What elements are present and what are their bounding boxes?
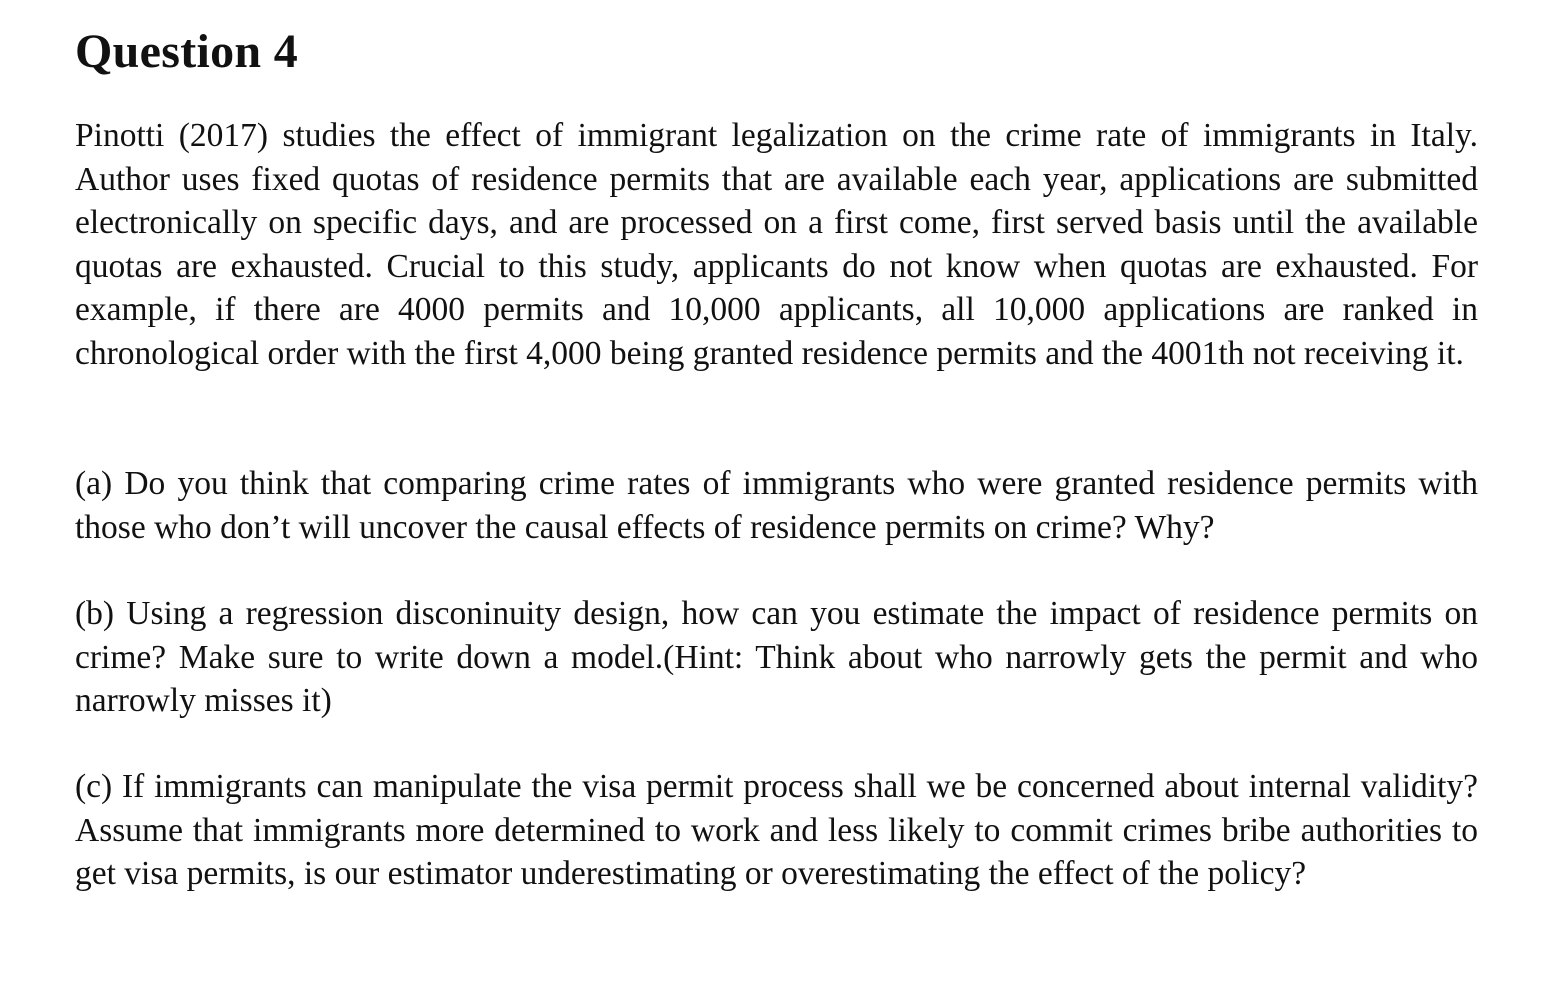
question-part-a: (a) Do you think that comparing crime rates of immigrants who were granted residence permits with those who don’t will uncover the causal effects of residence permits on crime? Why? (75, 465, 1478, 546)
question-title: Question 4 (75, 25, 299, 78)
question-part-b: (b) Using a regression disconinuity design, how can you estimate the impact of residence permits on crime? Make sure to write down a model.(Hint: Think about who narrowly gets the permit and who narrowly misses it) (75, 595, 1478, 719)
question-part-c: (c) If immigrants can manipulate the visa permit process shall we be concerned about internal validity? Assume that immigrants more determined to work and less likely to commit crimes bribe authorities to get visa permits, is our estimator underestimating or overestimating the effect of the policy? (75, 768, 1478, 892)
question-intro: Pinotti (2017) studies the effect of immigrant legalization on the crime rate of immigrants in Italy. Author uses fixed quotas of residence permits that are available each year, applications are submitted electronically on specific days, and are processed on a first come, first served basis until the available quotas are exhausted. Crucial to this study, applicants do not know when quotas are exhausted. For example, if there are 4000 permits and 10,000 applicants, all 10,000 applications are ranked in chronological order with the first 4,000 being granted residence permits and the 4001th not receiving it. (75, 117, 1478, 372)
